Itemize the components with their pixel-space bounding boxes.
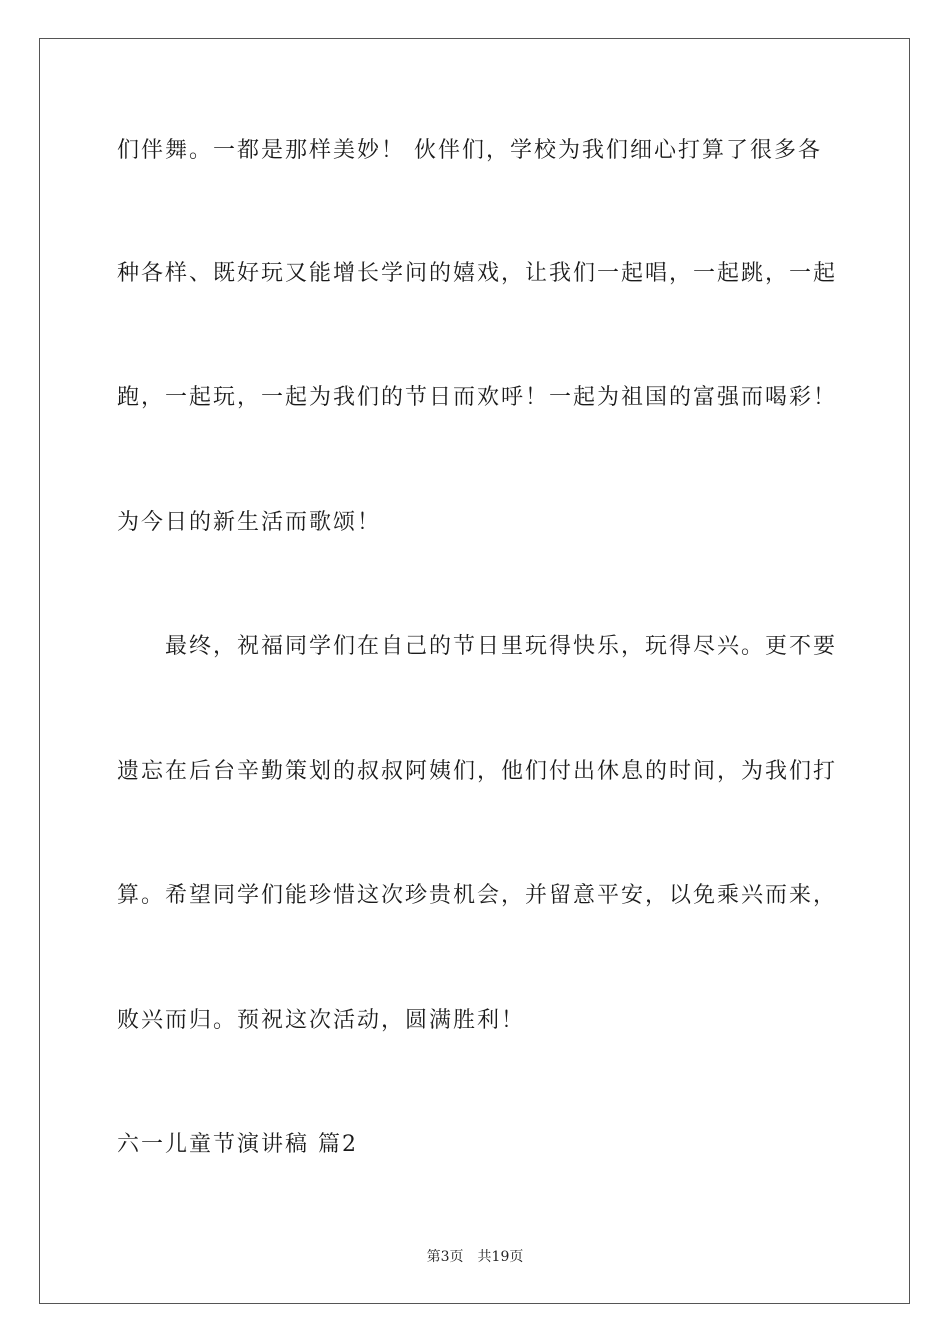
page-number: 第3页 — [426, 1249, 464, 1265]
page-total: 共19页 — [477, 1249, 524, 1265]
body-line-5: 最终，祝福同学们在自己的节日里玩得快乐，玩得尽兴。更不要 — [165, 634, 838, 659]
body-line-1: 们伴舞。一都是那样美妙！ 伙伴们，学校为我们细心打算了很多各 — [117, 138, 822, 163]
body-line-3: 跑，一起玩，一起为我们的节日而欢呼！一起为祖国的富强而喝彩！ — [117, 385, 838, 410]
section-heading: 六一儿童节演讲稿 篇2 — [117, 1132, 358, 1157]
page-border — [39, 38, 910, 1304]
body-line-8: 败兴而归。预祝这次活动，圆满胜利！ — [117, 1008, 526, 1033]
body-line-4: 为今日的新生活而歌颂！ — [117, 510, 382, 535]
page-footer — [0, 1247, 950, 1267]
body-line-6: 遗忘在后台辛勤策划的叔叔阿姨们，他们付出休息的时间，为我们打 — [117, 759, 838, 784]
body-line-7: 算。希望同学们能珍惜这次珍贵机会，并留意平安，以免乘兴而来， — [117, 883, 838, 908]
body-line-2: 种各样、既好玩又能增长学问的嬉戏，让我们一起唱，一起跳，一起 — [117, 261, 838, 286]
